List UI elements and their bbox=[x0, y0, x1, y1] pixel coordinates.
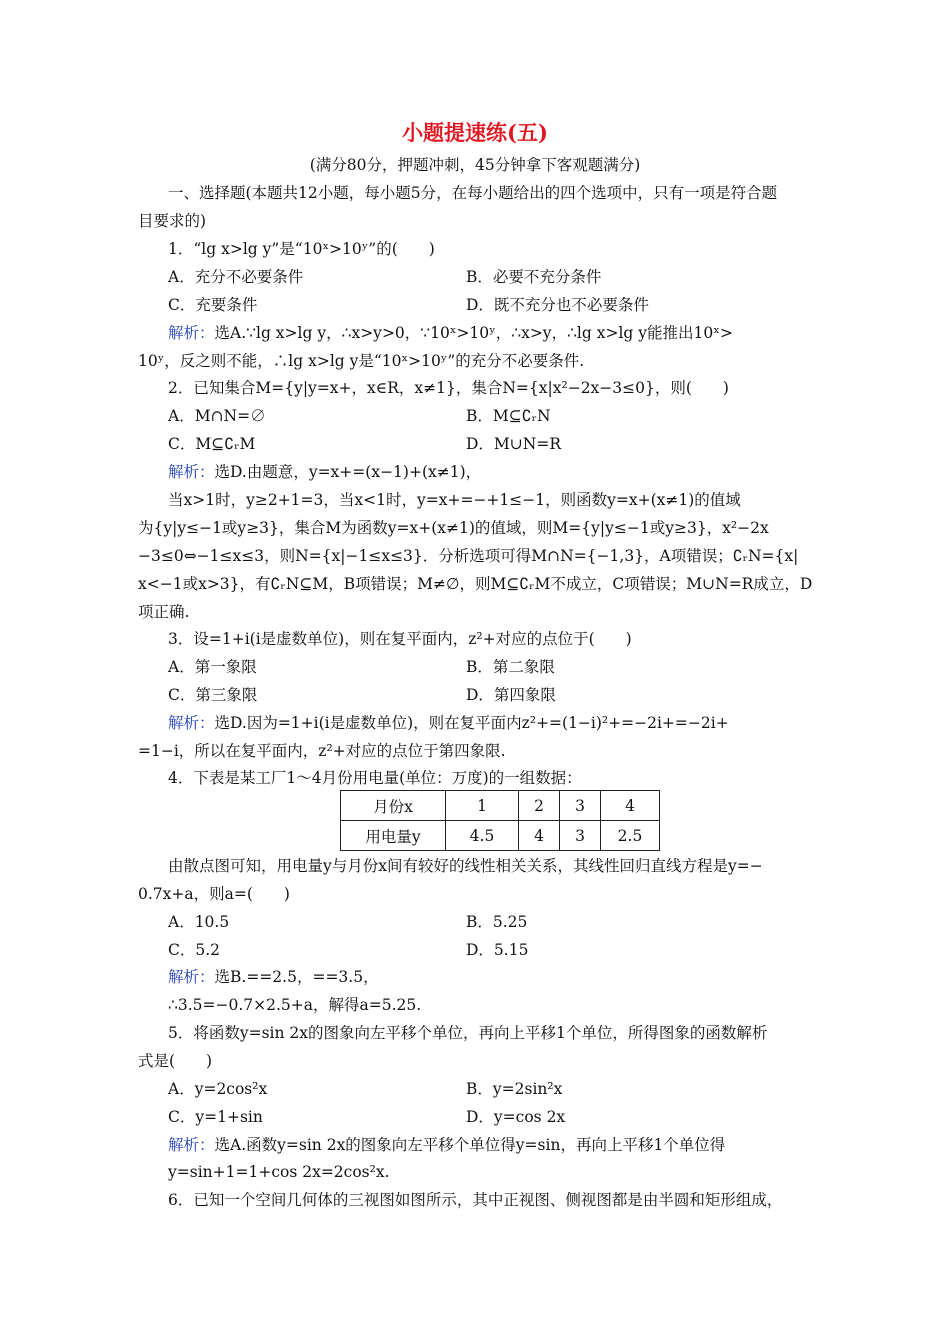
q2-option-b: B．M⊆∁ᵣN bbox=[466, 407, 551, 425]
q5-answer-line-1 bbox=[168, 1134, 725, 1156]
q4-option-b: B．5.25 bbox=[466, 913, 528, 931]
table-cell: 1 bbox=[446, 791, 519, 821]
jiexi-label: 解析： bbox=[168, 968, 215, 986]
section-intro-line-1: 一、选择题(本题共12小题，每小题5分，在每小题给出的四个选项中，只有一项是符合题 bbox=[168, 184, 778, 202]
table-cell: 3 bbox=[560, 821, 601, 851]
q5-stem-line-2: 式是( ) bbox=[138, 1052, 213, 1070]
q5-option-a: A．y=2cos²x bbox=[168, 1080, 268, 1098]
q1-answer-text: 选A.∵lg x>lg y，∴x>y>0，∵10ˣ>10ʸ，∴x>y，∴lg x>lg y能推出10ˣ> bbox=[214, 324, 733, 342]
q3-answer-line-2: =1−i，所以在复平面内，z²+对应的点位于第四象限. bbox=[138, 742, 506, 760]
page-subtitle: (满分80分，押题冲刺，45分钟拿下客观题满分) bbox=[309, 156, 641, 174]
table-cell: 4.5 bbox=[446, 821, 519, 851]
q3-option-a: A．第一象限 bbox=[168, 658, 257, 676]
table-cell: 用电量y bbox=[341, 821, 446, 851]
q5-option-b: B．y=2sin²x bbox=[466, 1080, 563, 1098]
q3-answer-text: 选D.因为=1+i(i是虚数单位)，则在复平面内z²+=(1−i)²+=−2i+=−2i+ bbox=[214, 714, 729, 732]
q2-answer-text: 选D.由题意，y=x+=(x−1)+(x≠1)， bbox=[214, 463, 482, 481]
q1-answer-line-1 bbox=[168, 322, 733, 344]
q2-answer-line-3: 为{y|y≤−1或y≥3}，集合M为函数y=x+(x≠1)的值域，则M={y|y≤−1或y≥3}，x²−2x bbox=[138, 519, 769, 537]
table-cell: 2.5 bbox=[601, 821, 660, 851]
q4-answer-text: 选B.==2.5，==3.5， bbox=[214, 968, 379, 986]
q4-answer-line-1 bbox=[168, 966, 379, 988]
table-row bbox=[341, 791, 660, 821]
q2-answer-line-2: 当x>1时，y≥2+1=3，当x<1时，y=x+=−+1≤−1，则函数y=x+(x≠1)的值域 bbox=[168, 491, 741, 509]
table-cell: 2 bbox=[519, 791, 560, 821]
table-cell: 月份x bbox=[341, 791, 446, 821]
q3-option-d: D．第四象限 bbox=[466, 686, 556, 704]
page-title: 小题提速练(五) bbox=[402, 120, 548, 145]
jiexi-label: 解析： bbox=[168, 324, 215, 342]
q4-option-d: D．5.15 bbox=[466, 941, 529, 959]
q1-stem: 1．“lg x>lg y”是“10ˣ>10ʸ”的( ) bbox=[168, 240, 435, 258]
jiexi-label: 解析： bbox=[168, 1136, 215, 1154]
electricity-data-table bbox=[340, 790, 660, 851]
q4-text-line-2: 0.7x+a，则a=( ) bbox=[138, 885, 290, 903]
q5-option-d: D．y=cos 2x bbox=[466, 1108, 566, 1126]
q5-answer-text: 选A.函数y=sin 2x的图象向左平移个单位得y=sin，再向上平移1个单位得 bbox=[214, 1136, 726, 1154]
q2-answer-line-6: 项正确. bbox=[138, 603, 190, 621]
section-intro-line-2: 目要求的) bbox=[138, 212, 207, 230]
q3-stem: 3．设=1+i(i是虚数单位)，则在复平面内，z²+对应的点位于( ) bbox=[168, 630, 632, 648]
q6-stem: 6．已知一个空间几何体的三视图如图所示，其中正视图、侧视图都是由半圆和矩形组成， bbox=[168, 1191, 783, 1209]
q1-option-d: D．既不充分也不必要条件 bbox=[466, 296, 649, 314]
q2-stem: 2．已知集合M={y|y=x+，x∈R，x≠1}，集合N={x|x²−2x−3≤0}，则( ) bbox=[168, 379, 729, 397]
q2-answer-line-5: x<−1或x>3}，有∁ᵣN⊆M，B项错误；M≠∅，则M⊆∁ᵣM不成立，C项错误；M∪N=R成立，D bbox=[138, 575, 813, 593]
table-cell: 4 bbox=[601, 791, 660, 821]
q2-answer-line-4: −3≤0⇔−1≤x≤3，则N={x|−1≤x≤3}．分析选项可得M∩N={−1,3}，A项错误；∁ᵣN={x| bbox=[138, 547, 799, 565]
jiexi-label: 解析： bbox=[168, 714, 215, 732]
q3-option-b: B．第二象限 bbox=[466, 658, 555, 676]
q1-option-c: C．充要条件 bbox=[168, 296, 258, 314]
q4-option-c: C．5.2 bbox=[168, 941, 221, 959]
q2-answer-line-1 bbox=[168, 461, 481, 483]
q1-option-b: B．必要不充分条件 bbox=[466, 268, 602, 286]
q4-stem: 4．下表是某工厂1～4月份用电量(单位：万度)的一组数据： bbox=[168, 769, 582, 787]
q2-option-d: D．M∪N=R bbox=[466, 435, 562, 453]
q1-option-a: A．充分不必要条件 bbox=[168, 268, 304, 286]
q1-answer-line-2: 10ʸ，反之则不能，∴lg x>lg y是“10ˣ>10ʸ”的充分不必要条件. bbox=[138, 352, 585, 370]
q3-option-c: C．第三象限 bbox=[168, 686, 258, 704]
jiexi-label: 解析： bbox=[168, 463, 215, 481]
q4-answer-line-2: ∴3.5=−0.7×2.5+a，解得a=5.25. bbox=[168, 996, 422, 1014]
q4-text-line-1: 由散点图可知，用电量y与月份x间有较好的线性相关关系，其线性回归直线方程是y=− bbox=[168, 857, 763, 875]
q5-answer-line-2: y=sin+1=1+cos 2x=2cos²x. bbox=[168, 1163, 390, 1181]
q5-stem-line-1: 5．将函数y=sin 2x的图象向左平移个单位，再向上平移1个单位，所得图象的函数解析 bbox=[168, 1024, 768, 1042]
q3-answer-line-1 bbox=[168, 712, 729, 734]
table-row bbox=[341, 821, 660, 851]
q4-option-a: A．10.5 bbox=[168, 913, 230, 931]
q2-option-c: C．M⊆∁ᵣM bbox=[168, 435, 256, 453]
q5-option-c: C．y=1+sin bbox=[168, 1108, 263, 1126]
table-cell: 3 bbox=[560, 791, 601, 821]
q2-option-a: A．M∩N=∅ bbox=[168, 407, 266, 425]
table-cell: 4 bbox=[519, 821, 560, 851]
